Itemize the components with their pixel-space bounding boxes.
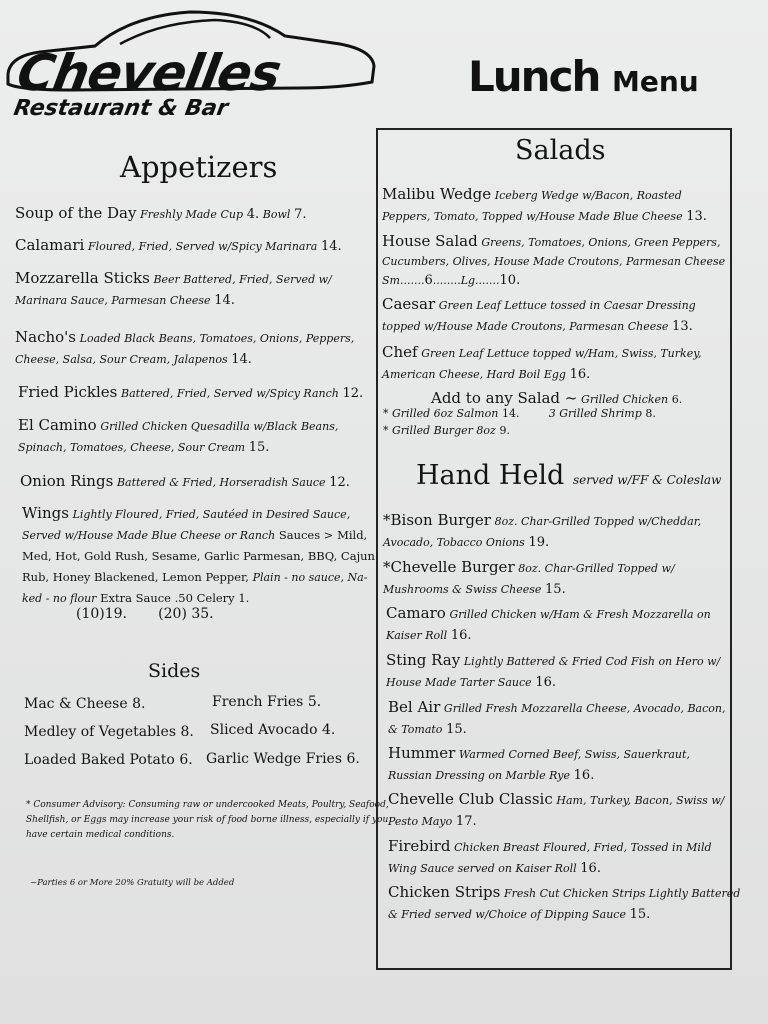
item-desc: Lightly Floured, Fried, Sautéed in Desired Sauce, [72,508,351,521]
item-price: 15. [248,440,270,455]
item-name: Camaro [386,604,446,622]
title-lunch: Lunch [468,52,600,101]
item-desc: Plain - no sauce, Na- [252,571,368,584]
item-name: Soup of the Day [15,204,137,222]
item-desc: Green Leaf Lettuce tossed in Caesar Dressing [438,299,696,312]
addon-item: * Grilled 6oz Salmon [383,407,499,420]
item-name: Bel Air [388,698,441,716]
item-desc: Iceberg Wedge w/Bacon, Roasted [494,189,682,202]
addon-item: * Grilled Burger 8oz [383,424,496,437]
item-name: Fried Pickles [18,383,118,401]
handheld-heading [416,460,721,491]
item-desc: Ham, Turkey, Bacon, Swiss w/ [556,794,725,807]
item-desc: Grilled Fresh Mozzarella Cheese, Avocado, Bacon, [443,702,726,715]
menu-item-handheld [388,789,724,832]
menu-item-fried-pickles [18,382,363,404]
side-item: Medley of Vegetables 8. [24,724,194,740]
item-price: 19. [528,535,550,550]
item-desc: Cheese, Salsa, Sour Cream, Jalapenos [15,353,228,366]
item-price: 16. [450,628,472,643]
item-name: Malibu Wedge [382,185,492,203]
item-desc: Fresh Cut Chicken Strips Lightly Battered [503,887,741,900]
item-desc: Lightly Battered & Fried Cod Fish on Hero w/ [463,655,721,668]
item-desc: Peppers, Tomato, Topped w/House Made Blue Cheese [382,210,683,223]
side-item: French Fries 5. [212,694,322,710]
item-price: 12. [342,386,364,401]
item-desc: & Fried served w/Choice of Dipping Sauce [388,908,626,921]
item-name: Firebird [388,837,451,855]
side-item: Garlic Wedge Fries 6. [206,751,360,767]
menu-item-calamari [15,235,342,257]
item-desc: Marinara Sauce, Parmesan Cheese [15,294,211,307]
item-desc: Kaiser Roll [386,629,448,642]
item-desc: House Made Tarter Sauce [386,676,532,689]
item-price: 13. [672,319,693,334]
item-name: Wings [22,504,69,522]
menu-item-handheld [383,557,675,600]
item-name: Onion Rings [20,472,114,490]
item-name: House Salad [382,232,478,250]
item-desc: 8oz. Char-Grilled Topped w/ [518,562,675,575]
side-item: Sliced Avocado 4. [210,722,336,738]
side-item: Mac & Cheese 8. [24,696,146,712]
menu-item-handheld [388,743,690,786]
item-name: Calamari [15,236,85,254]
addon-price: 14. [501,407,520,420]
item-price: 16. [573,768,595,783]
item-price: 6 [424,273,433,288]
item-price: 7. [294,207,307,222]
item-price: 10. [499,273,521,288]
wings-price-10: (10)19. [76,606,128,622]
item-desc: Beer Battered, Fried, Served w/ [153,273,332,286]
item-desc: Grilled Chicken w/Ham & Fresh Mozzarella on [449,608,711,621]
item-desc: Pesto Mayo [388,815,453,828]
item-desc: topped w/House Made Croutons, Parmesan Cheese [382,320,669,333]
menu-item-house-salad [382,232,725,290]
item-price: 17. [455,814,477,829]
wings-prices [76,604,214,625]
item-size-label: Cup [220,208,244,221]
item-name: El Camino [18,416,97,434]
item-size-label: Bowl [262,208,291,221]
handheld-title: Hand Held [416,460,565,491]
menu-item-soup [15,203,306,225]
restaurant-logo [0,4,380,122]
item-desc: Mushrooms & Swiss Cheese [383,583,542,596]
menu-item-handheld [388,836,712,879]
item-name: Caesar [382,295,436,313]
item-desc: Battered, Fried, Served w/Spicy Ranch [121,387,339,400]
addon-price: 9. [499,424,510,437]
salad-addons-more [383,405,656,439]
item-desc: Avocado, Tobacco Onions [383,536,525,549]
item-name: Chicken Strips [388,883,501,901]
sides-heading: Sides [148,660,201,682]
menu-item-el-camino [18,415,338,458]
item-name: Sting Ray [386,651,461,669]
item-name: Chevelle Club Classic [388,790,553,808]
menu-item-caesar [382,294,696,337]
item-desc: Chicken Breast Floured, Fried, Tossed in Mild [454,841,712,854]
menu-item-onion-rings [20,471,350,493]
addon-price: 8. [645,407,656,420]
addon-price: 6. [671,393,683,406]
item-price: 14. [214,293,235,308]
item-desc: Loaded Black Beans, Tomatoes, Onions, Peppers, [79,332,355,345]
item-desc: Freshly Made [140,208,217,221]
item-desc: Cucumbers, Olives, House Made Croutons, Parmesan Cheese [382,255,726,268]
item-desc: Floured, Fried, Served w/Spicy Marinara [87,240,318,253]
item-desc: 8oz. Char-Grilled Topped w/Cheddar, [494,515,702,528]
item-desc: Spinach, Tomatoes, Cheese, Sour Cream [18,441,246,454]
item-desc: Green Leaf Lettuce topped w/Ham, Swiss, Turkey, [421,347,702,360]
item-price: 15. [545,582,566,597]
item-price: 12. [329,475,350,490]
item-price: 4. [246,207,260,222]
item-desc: Celery 1. [196,591,250,605]
item-desc: Sauces > Mild, [278,528,368,542]
item-price: 15. [629,907,651,922]
item-name: Nacho's [15,328,76,346]
item-desc: American Cheese, Hard Boil Egg [382,368,566,381]
item-desc: Battered & Fried, Horseradish Sauce [116,476,326,489]
item-desc: Extra Sauce .50 [100,591,193,605]
item-desc: Wing Sauce served on Kaiser Roll [388,862,577,875]
page-title [468,52,699,101]
menu-item-wings [22,503,375,609]
logo-subtitle: Restaurant & Bar [11,96,230,121]
item-desc: Greens, Tomatoes, Onions, Green Peppers, [481,236,721,249]
item-desc: ked - no flour [22,592,97,605]
wings-price-20: (20) 35. [158,606,214,622]
item-price: 16. [569,367,591,382]
item-name: *Bison Burger [383,511,491,529]
item-name: Hummer [388,744,456,762]
size-label: Sm....... [382,274,425,287]
item-price: 15. [446,722,467,737]
item-desc: Grilled Chicken Quesadilla w/Black Beans, [100,420,339,433]
addon-item: 3 Grilled Shrimp [548,407,642,420]
addon-item: Grilled Chicken [581,393,669,406]
salads-heading: Salads [515,135,606,166]
item-price: 13. [686,209,707,224]
menu-item-nachos [15,327,354,370]
item-desc: Med, Hot, Gold Rush, Sesame, Garlic Parmesan, BBQ, Cajun [22,549,375,563]
item-price: 16. [535,675,556,690]
menu-item-handheld [386,650,720,693]
item-desc: Warmed Corned Beef, Swiss, Sauerkraut, [458,748,690,761]
side-item: Loaded Baked Potato 6. [24,752,193,768]
item-name: Chef [382,343,418,361]
consumer-advisory: * Consumer Advisory: Consuming raw or undercooked Meats, Poultry, Seafood, Shellfish, or Eggs may increase your risk of food borne illness, especially if you have certain medical conditions. [26,800,389,840]
item-desc: & Tomato [388,723,443,736]
menu-item-handheld [383,510,701,553]
item-desc: Rub, Honey Blackened, Lemon Pepper, [22,570,249,584]
item-desc: Served w/House Made Blue Cheese or Ranch [22,529,276,542]
handheld-note: served w/FF & Coleslaw [572,473,722,487]
appetizers-heading: Appetizers [120,150,278,184]
gratuity-note: ~Parties 6 or More 20% Gratuity will be Added [30,878,235,888]
menu-item-malibu-wedge [382,184,707,227]
menu-item-handheld [388,697,725,740]
item-name: *Chevelle Burger [383,558,515,576]
menu-item-handheld [388,882,740,925]
item-desc: Russian Dressing on Marble Rye [388,769,570,782]
menu-item-mozzarella [15,268,332,311]
menu-item-chef [382,342,701,385]
item-price: 16. [580,861,601,876]
size-label: ........Lg....... [432,274,500,287]
item-price: 14. [231,352,252,367]
item-price: 14. [320,239,342,254]
addon-label: Add to any Salad ~ [431,389,578,407]
menu-item-handheld [386,603,711,646]
item-name: Mozzarella Sticks [15,269,150,287]
logo-name: Chevelles [12,44,285,102]
title-menu: Menu [612,65,699,98]
